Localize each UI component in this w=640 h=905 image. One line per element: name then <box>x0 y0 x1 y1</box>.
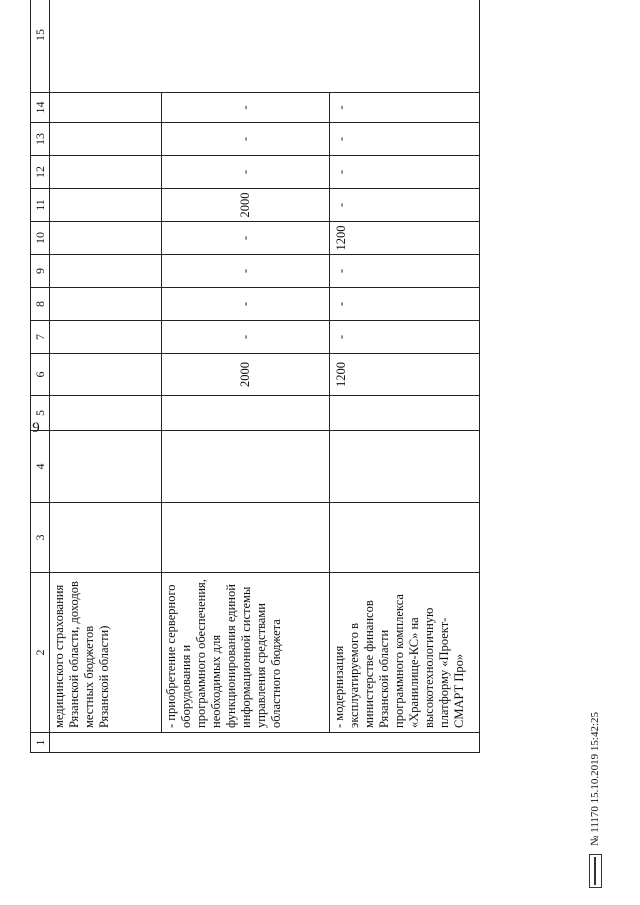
value-cell <box>50 503 162 573</box>
document-reference: № 11170 15.10.2019 15:42:25 <box>589 711 601 846</box>
value-cell: 2000 <box>162 189 330 222</box>
value-cell: - <box>162 321 330 354</box>
document-footer <box>585 598 625 888</box>
value-cell <box>50 288 162 321</box>
value-cell: - <box>330 321 480 354</box>
value-cell: - <box>162 255 330 288</box>
header-cell: 4 <box>31 431 50 503</box>
value-cell <box>50 321 162 354</box>
value-cell: - <box>162 156 330 189</box>
header-cell: 3 <box>31 503 50 573</box>
value-cell <box>50 189 162 222</box>
value-cell <box>50 0 480 93</box>
barcode-stamp-icon <box>589 854 602 888</box>
value-cell <box>330 503 480 573</box>
value-cell <box>50 93 162 123</box>
header-cell: 2 <box>31 573 50 733</box>
value-cell: - <box>162 288 330 321</box>
table-row <box>50 0 162 753</box>
header-cell: 11 <box>31 189 50 222</box>
header-row <box>31 0 50 753</box>
value-cell: - <box>162 123 330 156</box>
value-cell: - <box>330 156 480 189</box>
data-table <box>30 0 480 753</box>
value-cell <box>330 431 480 503</box>
value-cell <box>162 396 330 431</box>
value-cell <box>162 503 330 573</box>
value-cell: - <box>330 93 480 123</box>
value-cell <box>330 396 480 431</box>
value-cell: - <box>330 255 480 288</box>
value-cell: - <box>330 288 480 321</box>
page-number: 9 <box>32 420 40 436</box>
value-cell: - <box>330 189 480 222</box>
value-cell <box>50 431 162 503</box>
value-cell: 1200 <box>330 354 480 396</box>
value-cell <box>50 123 162 156</box>
value-cell: - <box>162 93 330 123</box>
value-cell: 2000 <box>162 354 330 396</box>
value-cell <box>50 255 162 288</box>
table-row <box>162 0 330 753</box>
value-cell <box>50 156 162 189</box>
header-cell: 14 <box>31 93 50 123</box>
row-description: - модернизация эксплуатируемого в министерстве финансов Рязанской области программного комплекса «Хранилище-КС» на высокотехнологичную платформу «Проект-СМАРТ Про» <box>330 573 480 733</box>
header-cell: 15 <box>31 0 50 93</box>
value-cell <box>162 431 330 503</box>
header-cell: 12 <box>31 156 50 189</box>
value-cell <box>50 354 162 396</box>
header-cell: 10 <box>31 222 50 255</box>
header-cell: 6 <box>31 354 50 396</box>
header-cell: 8 <box>31 288 50 321</box>
row-description: медицинского страхования Рязанской области, доходов местных бюджетов Рязанской области) <box>50 573 162 733</box>
row-description: - приобретение серверного оборудования и программного обеспечения, необходимых для функционирования единой информационной системы управления средствами областного бюджета <box>162 573 330 733</box>
header-cell: 1 <box>31 733 50 753</box>
row-number-cell <box>50 733 480 753</box>
table-row <box>330 0 480 753</box>
header-cell: 7 <box>31 321 50 354</box>
value-cell: - <box>330 123 480 156</box>
value-cell <box>50 396 162 431</box>
value-cell: - <box>162 222 330 255</box>
header-cell: 5 <box>31 396 50 431</box>
value-cell: 1200 <box>330 222 480 255</box>
header-cell: 13 <box>31 123 50 156</box>
header-cell: 9 <box>31 255 50 288</box>
rotated-table-container <box>30 28 478 753</box>
value-cell <box>50 222 162 255</box>
